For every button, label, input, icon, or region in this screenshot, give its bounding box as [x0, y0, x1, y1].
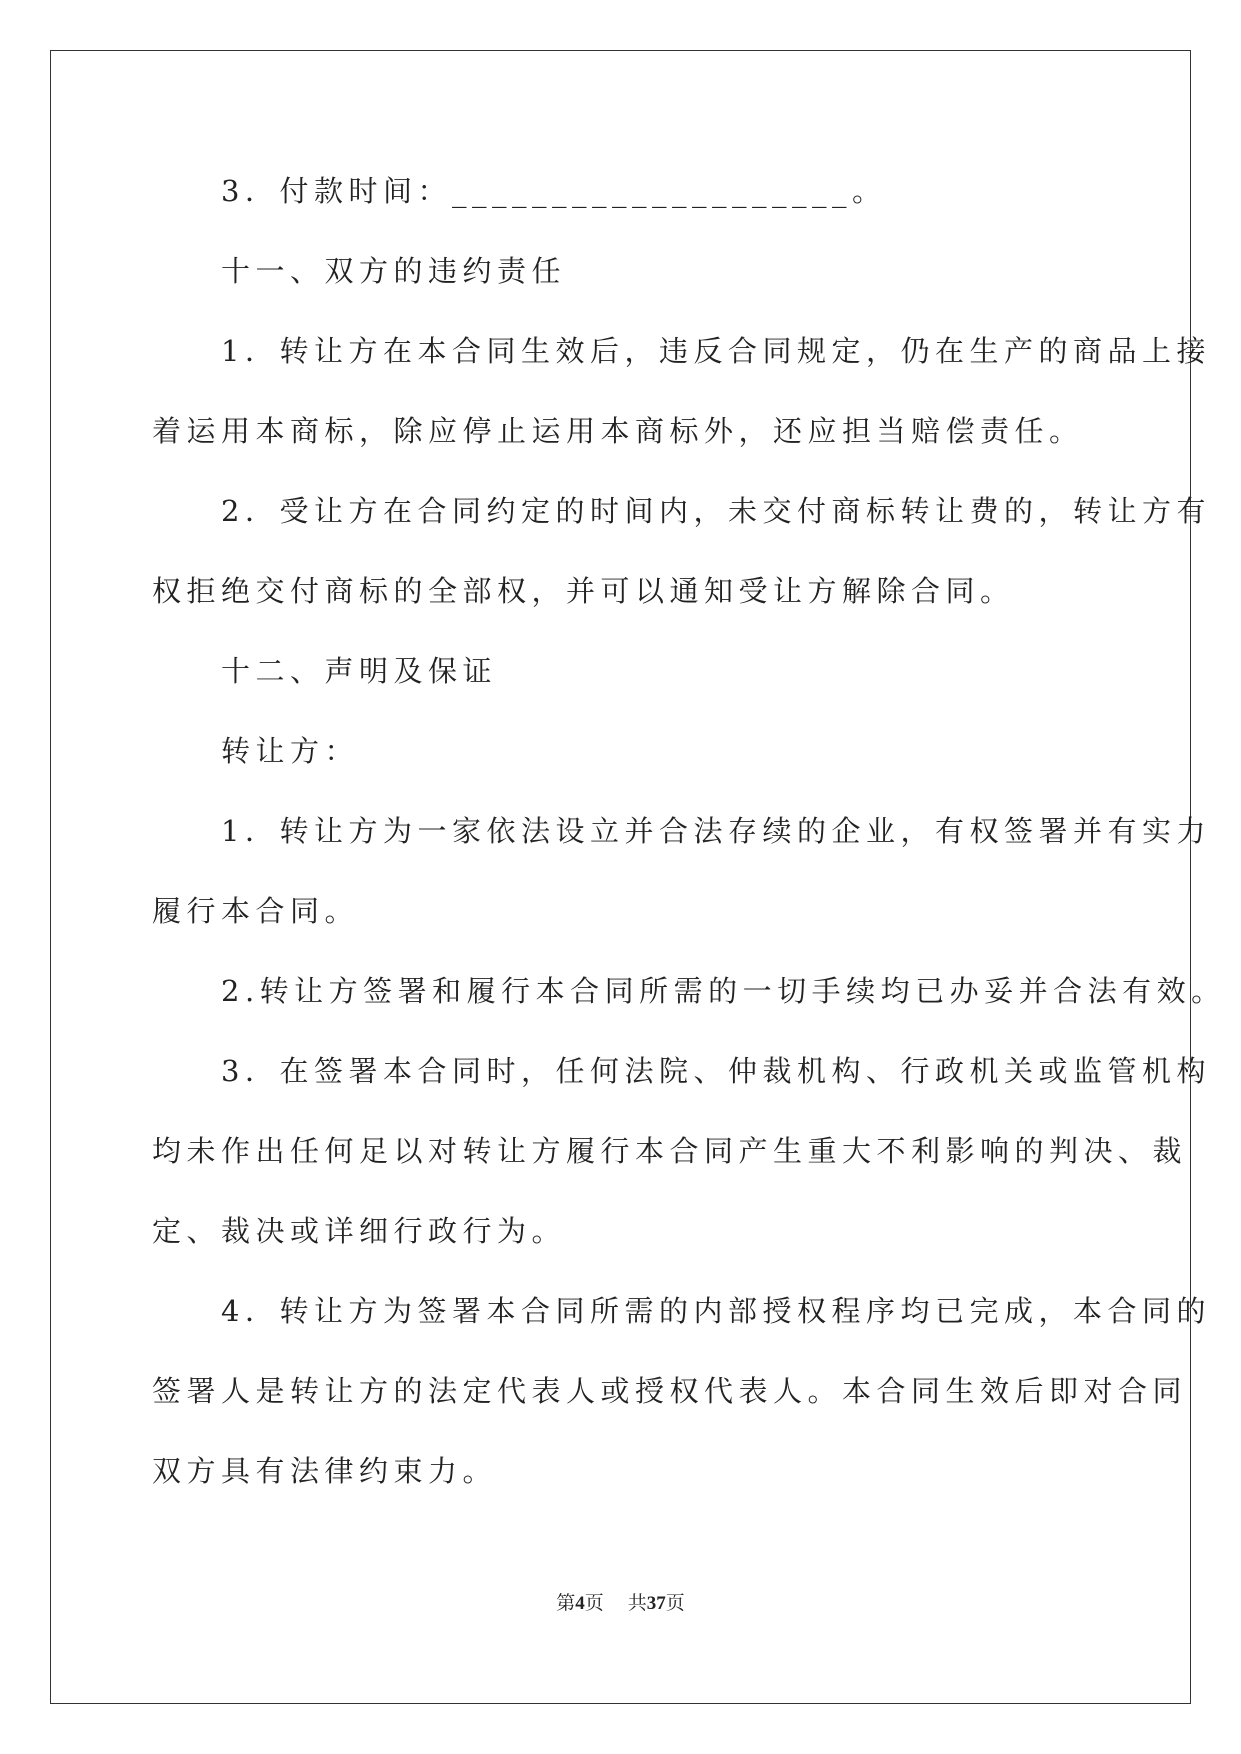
text-line: 1．转让方为一家依法设立并合法存续的企业，有权签署并有实力	[152, 814, 1211, 848]
text-line: 3．在签署本合同时，任何法院、仲裁机构、行政机关或监管机构	[152, 1054, 1211, 1088]
page-number: 4	[575, 1593, 585, 1614]
text-line: 4．转让方为签署本合同所需的内部授权程序均已完成，本合同的	[152, 1294, 1211, 1328]
text-line: 权拒绝交付商标的全部权，并可以通知受让方解除合同。	[152, 574, 1015, 608]
text-line: 均未作出任何足以对转让方履行本合同产生重大不利影响的判决、裁	[152, 1134, 1188, 1168]
text-line: 转让方：	[152, 734, 360, 768]
page-footer	[0, 1588, 1241, 1615]
text-line: 定、裁决或详细行政行为。	[152, 1214, 567, 1248]
total-prefix: 共	[627, 1593, 647, 1614]
total-suffix: 页	[665, 1593, 685, 1614]
text-line: 履行本合同。	[152, 894, 360, 928]
page-prefix: 第	[556, 1593, 576, 1614]
text-line: 1．转让方在本合同生效后，违反合同规定，仍在生产的商品上接	[152, 334, 1211, 368]
text-line: 着运用本商标，除应停止运用本商标外，还应担当赔偿责任。	[152, 414, 1084, 448]
text-line: 2．受让方在合同约定的时间内，未交付商标转让费的，转让方有	[152, 494, 1211, 528]
section-heading: 十二、声明及保证	[152, 654, 498, 688]
total-pages: 37	[646, 1593, 666, 1614]
text-line: 双方具有法律约束力。	[152, 1454, 498, 1488]
text-line: 2.转让方签署和履行本合同所需的一切手续均已办妥并合法有效。	[152, 974, 1226, 1008]
text-line: 签署人是转让方的法定代表人或授权代表人。本合同生效后即对合同	[152, 1374, 1188, 1408]
page-suffix: 页	[584, 1593, 604, 1614]
section-heading: 十一、双方的违约责任	[152, 254, 567, 288]
text-line: 3．付款时间：____________________。	[152, 174, 887, 208]
